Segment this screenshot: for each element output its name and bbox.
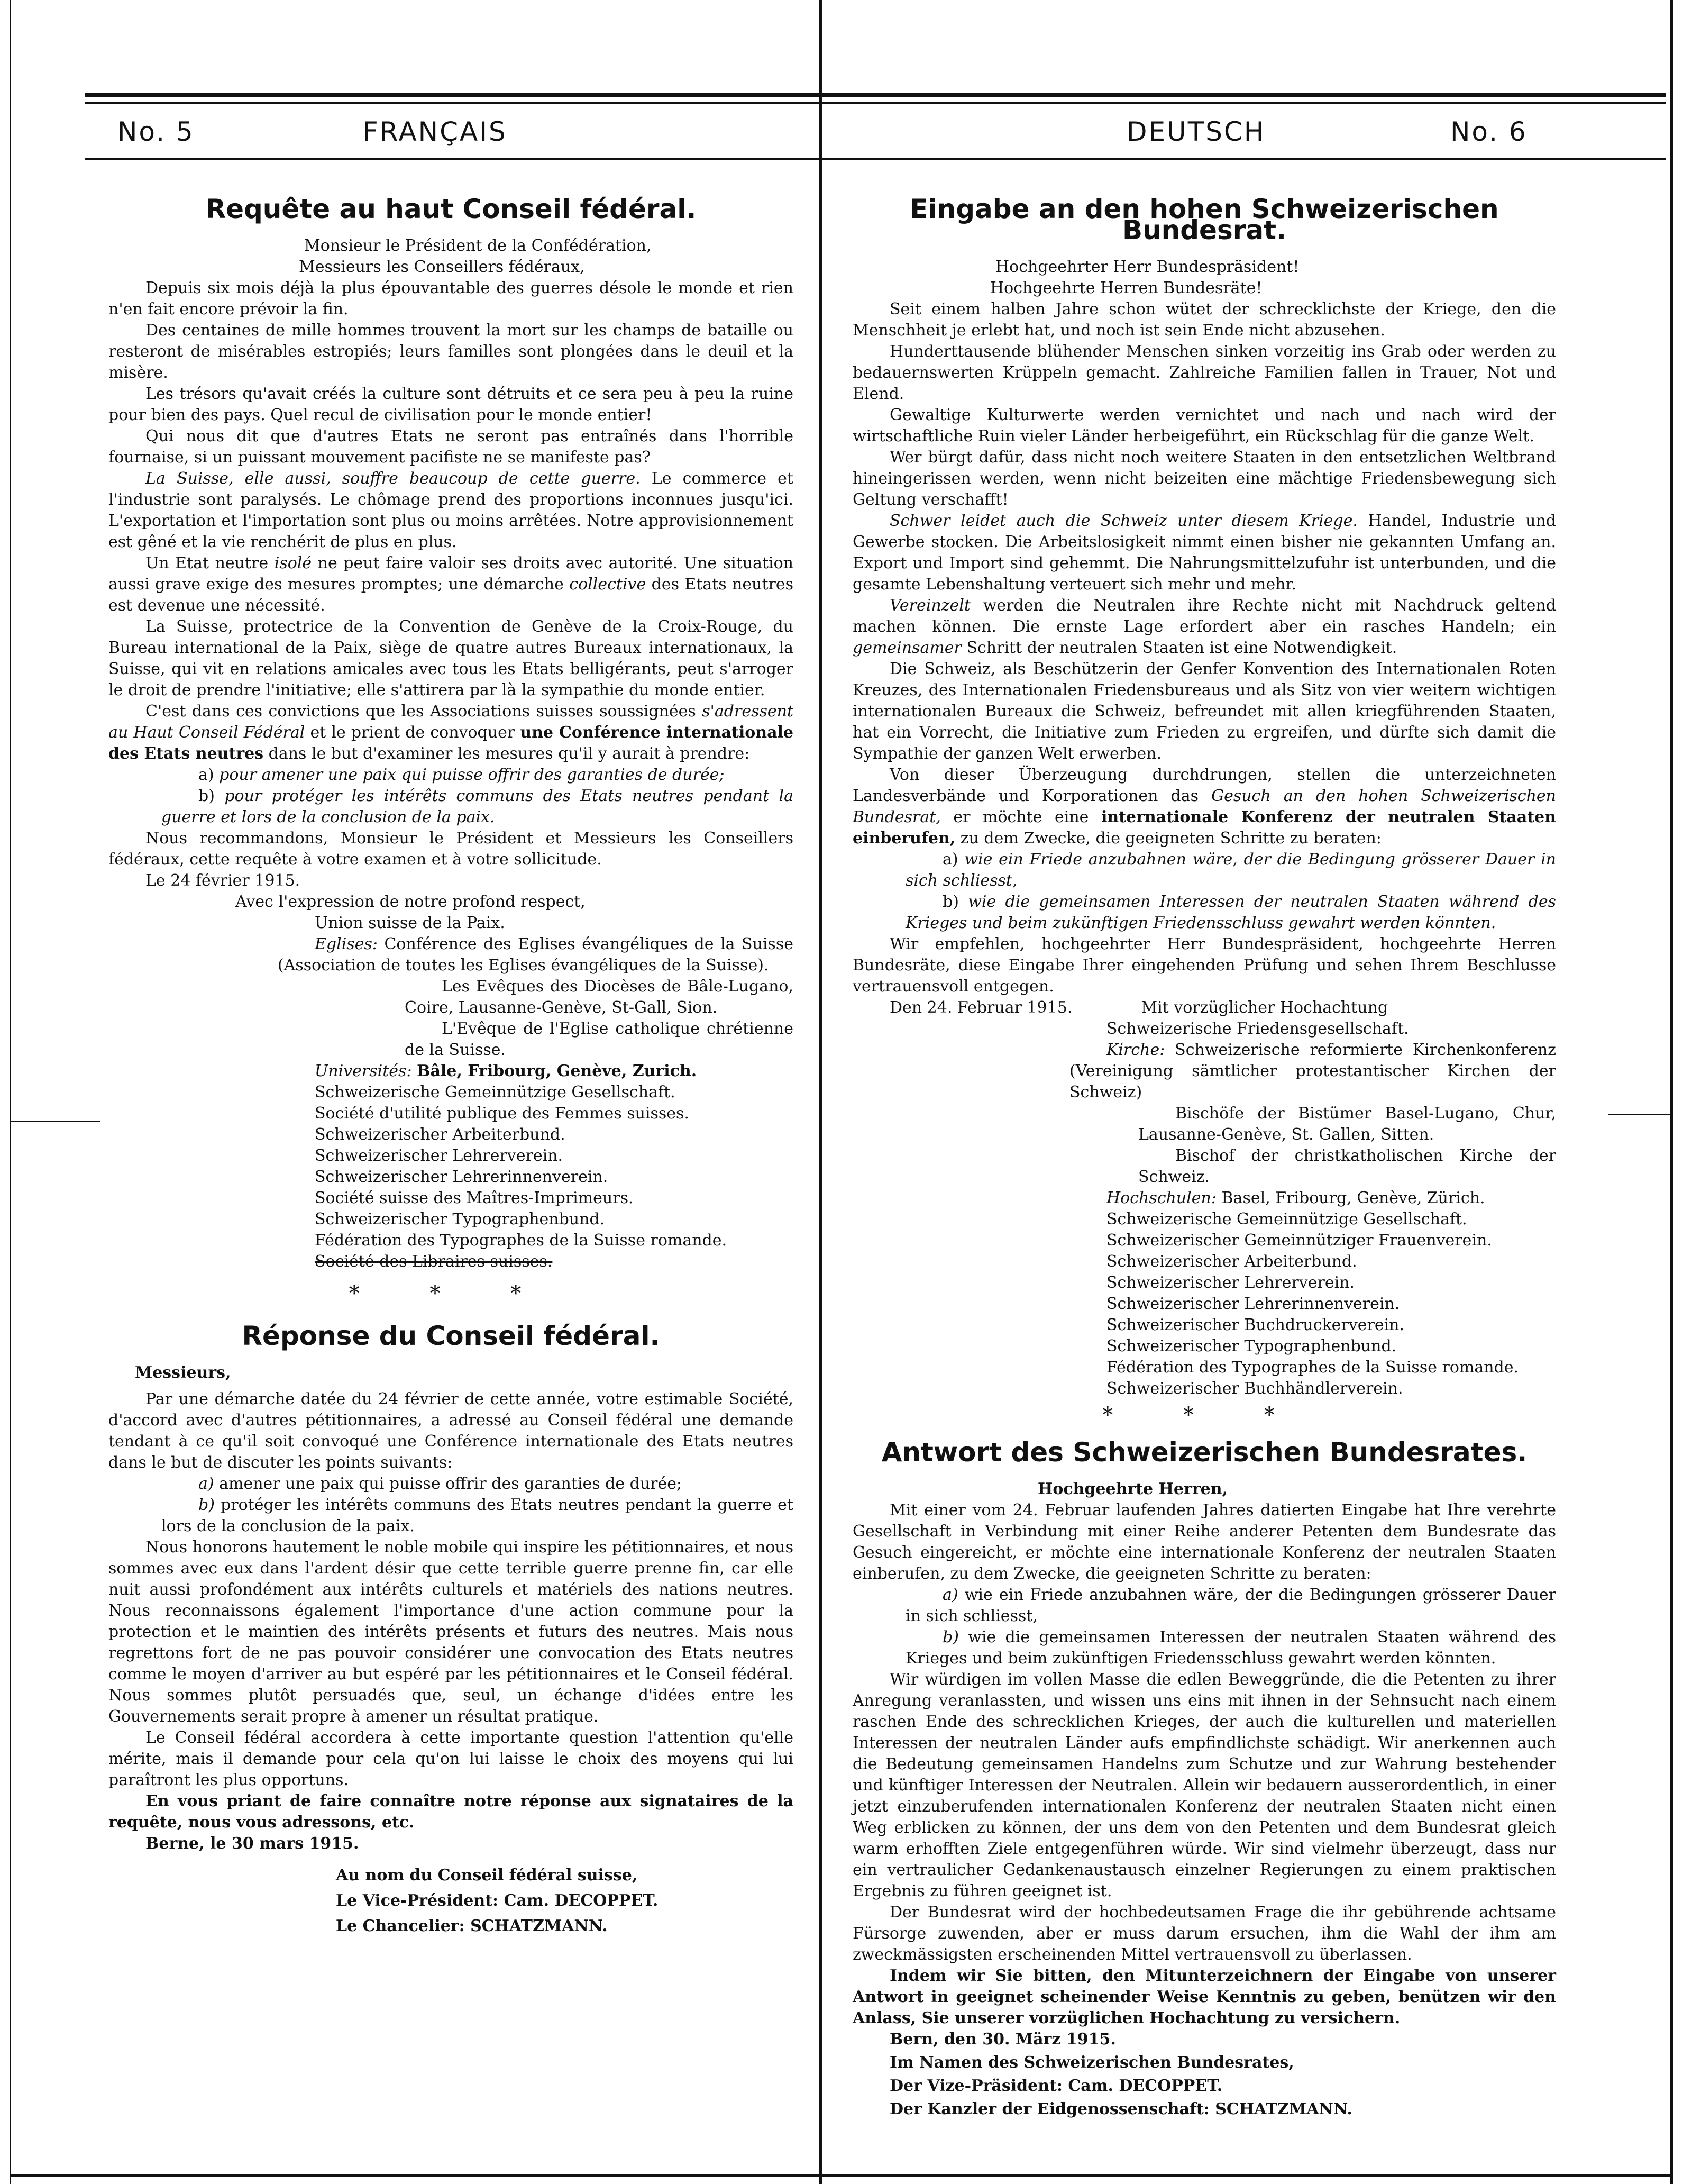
- german-reply-title: Antwort des Schweizerischen Bundesrates.: [881, 1437, 1528, 1468]
- list-label: b): [198, 1496, 215, 1514]
- german-text: Handel, Industrie und Gewerbe stocken. Die Arbeitslosigkeit nimmt einen bisher nie gekannten Umfang an. Export und Import sind gehemmt. Die Nahrungsmittelzufuhr ist unterbunden, und die gesamte Lebenshaltung verteuert sich mehr und mehr.: [853, 512, 1556, 594]
- center-divider: [819, 0, 822, 2184]
- right-issue-number: No. 6: [1450, 116, 1528, 147]
- german-signature-chancellor: Der Kanzler der Eidgenossenschaft: SCHATZMANN.: [890, 2100, 1352, 2118]
- german-signature-vice-president: Der Vize-Präsident: Cam. DECOPPET.: [890, 2077, 1223, 2095]
- german-org: Schweizerische reformierte Kirchenkonferenz (Vereinigung sämtlicher protestantischer Kirchen der Schweiz): [1069, 1041, 1556, 1102]
- german-paragraph: Seit einem halben Jahre schon wütet der schrecklichste der Kriege, den die Menschheit je erlebt hat, und noch ist sein Ende nicht abzusehen.: [853, 300, 1556, 340]
- german-org-group: [853, 1040, 1556, 1103]
- french-text: C'est dans ces convictions que les Associations suisses soussignées: [145, 702, 702, 721]
- german-reply-item-a: [853, 1585, 1556, 1627]
- french-paragraph: [108, 468, 793, 553]
- list-label: b): [943, 1628, 959, 1646]
- french-org: Fédération des Typographes de la Suisse romande.: [315, 1231, 727, 1250]
- french-org: Société suisse des Maîtres-Imprimeurs.: [315, 1189, 634, 1207]
- list-text: wie die gemeinsamen Interessen der neutralen Staaten während des Krieges und beim zukünftigen Friedensschluss gewahrt werden könnten.: [906, 893, 1556, 932]
- french-reply-date: Berne, le 30 mars 1915.: [145, 1834, 359, 1853]
- german-reply-salutation: Hochgeehrte Herren,: [1038, 1480, 1228, 1498]
- german-org: Schweizerische Gemeinnützige Gesellschaft.: [1106, 1210, 1467, 1229]
- german-text: Schritt der neutralen Staaten ist eine Notwendigkeit.: [961, 639, 1397, 657]
- list-label: a): [198, 1475, 214, 1493]
- list-text: protéger les intérêts communs des Etats neutres pendant la guerre et lors de la conclusion de la paix.: [161, 1496, 793, 1535]
- right-margin-rule: [1670, 0, 1673, 2184]
- french-column: [108, 194, 794, 1937]
- list-text: pour protéger les intérêts communs des Etats neutres pendant la guerre et lors de la conclusion de la paix.: [161, 787, 793, 826]
- german-salutation-1: Hochgeehrter Herr Bundespräsident!: [995, 258, 1300, 276]
- french-date: Le 24 février 1915.: [145, 871, 300, 890]
- french-reply-paragraph: Nous honorons hautement le noble mobile qui inspire les pétitionnaires, et nous sommes avec eux dans l'ardent désir que cette terrible guerre prenne fin, car elle nuit aussi profondément aux intérêts culturels et matériels des nations neutres. Nous reconnaissons également l'importance d'une action commune pour la protection et le maintien des intérêts présents et futurs des neutres. Mais nous regrettons fort de ne pas pouvoir considérer une convocation des Etats neutres comme le moyen d'arriver au but espéré par les pétitionnaires et le Conseil fédéral. Nous sommes plutôt persuadés que, seul, un échange d'idées entre les Gouvernements serait propre à amener un résultat pratique.: [108, 1538, 793, 1726]
- german-org: Schweizerischer Lehrerinnenverein.: [1106, 1295, 1400, 1313]
- french-org: Conférence des Eglises évangéliques de la Suisse (Association de toutes les Eglises évangéliques de la Suisse).: [278, 935, 793, 975]
- french-org: Schweizerische Gemeinnützige Gesellschaft.: [315, 1083, 675, 1102]
- french-emphasis: collective: [569, 575, 646, 594]
- german-reply-paragraph: Mit einer vom 24. Februar laufenden Jahres datierten Eingabe hat Ihre verehrte Gesellschaft in Verbindung mit einer Reihe anderer Petenten dem Bundesrate das Gesuch eingereicht, er möchte eine internationale Konferenz der neutralen Staaten einberufen, zu dem Zwecke, die geeigneten Schritte zu beraten:: [853, 1501, 1556, 1583]
- german-emphasis: Schwer leidet auch die Schweiz unter diesem Kriege.: [890, 512, 1358, 530]
- section-separator-stars: * * *: [1102, 1403, 1306, 1427]
- french-org: L'Evêque de l'Eglise catholique chrétienne de la Suisse.: [405, 1020, 793, 1059]
- french-reply-paragraph: Le Conseil fédéral accordera à cette importante question l'attention qu'elle mérite, mais il demande pour cela qu'on lui laisse le choix des moyens qui lui paraîtront les plus opportuns.: [108, 1728, 793, 1789]
- french-text: ne peut faire valoir ses droits avec autorité. Une situation aussi grave exige des mesures promptes; une démarche: [108, 554, 794, 594]
- list-label: b): [943, 893, 959, 911]
- french-org: Union suisse de la Paix.: [315, 914, 505, 932]
- list-text: amener une paix qui puisse offrir des garanties de durée;: [219, 1475, 682, 1493]
- french-salutation-1: Monsieur le Président de la Confédération,: [304, 236, 652, 255]
- list-label: a): [198, 766, 214, 784]
- french-paragraph: La Suisse, protectrice de la Convention de Genève de la Croix-Rouge, du Bureau international de la Paix, siège de quatre autres Bureaux internationaux, la Suisse, qui vit en relations amicales avec tous les Etats belligérants, peut s'arroger le droit de prendre l'initiative; elle s'attirera par là la sympathie du monde entier.: [108, 617, 793, 699]
- left-language-label: FRANÇAIS: [363, 116, 507, 147]
- french-signature-line: Au nom du Conseil fédéral suisse,: [336, 1866, 638, 1885]
- left-margin-rule: [10, 0, 11, 2184]
- french-salutation-2: Messieurs les Conseillers fédéraux,: [299, 258, 585, 276]
- french-paragraph: [108, 553, 793, 616]
- fold-mark-right: [1608, 1114, 1671, 1115]
- top-double-rule-1: [85, 93, 1666, 97]
- french-signature-vice-president: Le Vice-Président: Cam. DECOPPET.: [336, 1891, 659, 1910]
- french-emphasis: s'adressent au Haut Conseil Fédéral: [108, 702, 793, 742]
- german-reply-date: Bern, den 30. März 1915.: [890, 2030, 1116, 2049]
- german-org: Schweizerischer Buchhändlerverein.: [1106, 1379, 1403, 1398]
- german-org: Basel, Fribourg, Genève, Zürich.: [1221, 1189, 1485, 1207]
- german-text: zu dem Zwecke, die geeigneten Schritte zu beraten:: [955, 829, 1382, 848]
- german-org: Fédération des Typographes de la Suisse romande.: [1106, 1358, 1519, 1377]
- french-emphasis: La Suisse, elle aussi, souffre beaucoup de cette guerre.: [145, 469, 641, 488]
- french-petition-title: Requête au haut Conseil fédéral.: [205, 194, 697, 224]
- french-paragraph: Nous recommandons, Monsieur le Président et Messieurs les Conseillers fédéraux, cette requête à votre examen et à votre sollicitude.: [108, 829, 793, 869]
- german-closing: Mit vorzüglicher Hochachtung: [1141, 998, 1388, 1017]
- french-strong: une Conférence internationale des Etats neutres: [108, 723, 793, 763]
- german-org: Schweizerische Friedensgesellschaft.: [1106, 1020, 1409, 1038]
- list-text: wie die gemeinsamen Interessen der neutralen Staaten während des Krieges und beim zukünftigen Friedensschluss gewahrt werden könnten.: [906, 1628, 1556, 1668]
- top-double-rule-2: [85, 102, 1666, 104]
- french-text: des Etats neutres est devenue une nécessité.: [108, 575, 793, 615]
- list-label: a): [943, 1586, 958, 1604]
- french-reply-paragraph: Par une démarche datée du 24 février de cette année, votre estimable Société, d'accord avec d'autres pétitionnaires, a adressé au Conseil fédéral une demande tendant à ce qu'il soit convoqué une Conférence internationale des Etats neutres dans le but de discuter les points suivants:: [108, 1390, 793, 1472]
- german-list-item-a: [853, 849, 1556, 891]
- french-org: Schweizerischer Typographenbund.: [315, 1210, 605, 1229]
- french-paragraph: Depuis six mois déjà la plus épouvantable des guerres désole le monde et rien n'en fait encore prévoir la fin.: [108, 279, 793, 319]
- right-language-label: DEUTSCH: [1127, 116, 1266, 147]
- french-emphasis: isolé: [274, 554, 312, 572]
- bottom-rule: [10, 2174, 1673, 2177]
- french-org-group: [108, 934, 793, 976]
- french-signature-chancellor: Le Chancelier: SCHATZMANN.: [336, 1917, 608, 1935]
- list-text: pour amener une paix qui puisse offrir des garanties de durée;: [219, 766, 725, 784]
- list-label: b): [198, 787, 215, 805]
- german-org: Schweizerischer Arbeiterbund.: [1106, 1252, 1357, 1271]
- french-reply-title: Réponse du Conseil fédéral.: [242, 1321, 660, 1351]
- french-org: Schweizerischer Lehrerinnenverein.: [315, 1168, 608, 1186]
- french-paragraph: Les trésors qu'avait créés la culture sont détruits et ce sera peu à peu la ruine pour bien des pays. Quel recul de civilisation pour le monde entier!: [108, 385, 793, 424]
- french-paragraph: Des centaines de mille hommes trouvent la mort sur les champs de bataille ou resteront de misérables estropiés; leurs familles sont plongées dans le deuil et la misère.: [108, 321, 793, 382]
- french-org: Schweizerischer Lehrerverein.: [315, 1146, 563, 1165]
- french-paragraph: [108, 701, 793, 765]
- section-separator-stars: * * *: [349, 1281, 553, 1306]
- french-group-label: Universités:: [315, 1062, 412, 1080]
- french-list-item-b: [108, 786, 793, 828]
- french-group-label: Eglises:: [315, 935, 378, 953]
- german-salutation-2: Hochgeehrte Herren Bundesräte!: [990, 279, 1263, 297]
- fold-mark-left: [11, 1121, 100, 1122]
- german-paragraph: [853, 595, 1556, 659]
- french-org: Bâle, Fribourg, Genève, Zurich.: [417, 1062, 697, 1080]
- list-text: wie ein Friede anzubahnen wäre, der die Bedingung grösserer Dauer in sich schliesst,: [906, 850, 1556, 890]
- german-group-label: Hochschulen:: [1106, 1189, 1217, 1207]
- french-reply-paragraph: En vous priant de faire connaître notre réponse aux signataires de la requête, nous vous adressons, etc.: [108, 1792, 793, 1832]
- german-org: Bischof der christkatholischen Kirche der Schweiz.: [1138, 1146, 1556, 1186]
- german-org: Bischöfe der Bistümer Basel-Lugano, Chur, Lausanne-Genève, St. Gallen, Sitten.: [1138, 1104, 1556, 1144]
- header-bottom-rule: [85, 158, 1666, 160]
- german-column: [853, 194, 1556, 2120]
- german-text: er möchte eine: [940, 808, 1101, 826]
- list-text: wie ein Friede anzubahnen wäre, der die Bedingungen grösserer Dauer in sich schliesst,: [906, 1586, 1556, 1625]
- french-org: Schweizerischer Arbeiterbund.: [315, 1125, 565, 1144]
- german-reply-paragraph: Indem wir Sie bitten, den Mitunterzeichnern der Eingabe von unserer Antwort in geeignet scheinender Weise Kenntnis zu geben, benützen wir den Anlass, Sie unserer vorzüglichen Hochachtung zu versichern.: [853, 1967, 1556, 2027]
- german-org-group: [853, 1188, 1556, 1209]
- french-org: Les Evêques des Diocèses de Bâle-Lugano, Coire, Lausanne-Genève, St-Gall, Sion.: [405, 977, 793, 1017]
- german-org: Schweizerischer Gemeinnütziger Frauenverein.: [1106, 1231, 1492, 1250]
- german-org: Schweizerischer Lehrerverein.: [1106, 1273, 1355, 1292]
- german-emphasis: gemeinsamer: [853, 639, 962, 657]
- german-strong: internationale Konferenz der neutralen Staaten einberufen,: [853, 808, 1556, 848]
- german-signature-line: Im Namen des Schweizerischen Bundesrates,: [890, 2053, 1294, 2072]
- german-date-and-closing: [853, 997, 1556, 1018]
- german-org: Schweizerischer Buchdruckerverein.: [1106, 1316, 1405, 1334]
- german-paragraph: [853, 511, 1556, 595]
- german-reply-item-b: [853, 1627, 1556, 1669]
- french-reply-item-b: [108, 1495, 793, 1537]
- french-text: et le prient de convoquer: [305, 723, 520, 742]
- german-paragraph: Gewaltige Kulturwerte werden vernichtet und nach und nach wird der wirtschaftliche Ruin vieler Länder herbeigeführt, ein Rückschlag für die ganze Welt.: [853, 406, 1556, 445]
- french-paragraph: Qui nous dit que d'autres Etats ne seront pas entraînés dans l'horrible fournaise, si un puissant mouvement pacifiste ne se manifeste pas?: [108, 427, 793, 467]
- german-text: Von dieser Überzeugung durchdrungen, stellen die unterzeichneten Landesverbände und Korporationen das: [853, 766, 1556, 805]
- french-org: Société des Libraires suisses.: [315, 1252, 553, 1271]
- german-group-label: Kirche:: [1106, 1041, 1165, 1059]
- german-paragraph: Wer bürgt dafür, dass nicht noch weitere Staaten in den entsetzlichen Weltbrand hineingerissen werden, wenn nicht beizeiten eine mächtige Friedensbewegung sich Geltung verschafft!: [853, 448, 1556, 509]
- german-date: Den 24. Februar 1915.: [890, 998, 1073, 1017]
- german-emphasis: Gesuch an den hohen Schweizerischen Bundesrat,: [853, 787, 1556, 826]
- german-petition-title: Eingabe an den hohen Schweizerischen Bundesrat.: [910, 194, 1499, 245]
- french-reply-salutation: Messieurs,: [135, 1363, 231, 1382]
- french-closing: Avec l'expression de notre profond respect,: [235, 893, 586, 911]
- german-reply-paragraph: Wir würdigen im vollen Masse die edlen Beweggründe, die die Petenten zu ihrer Anregung veranlassten, und wissen uns eins mit ihnen in der Sehnsucht nach einem raschen Ende des schrecklichen Krieges, der auch die kulturellen und materiellen Interessen der neutralen Länder aufs empfindlichste schädigt. Wir anerkennen auch die Bedeutung gemeinsamen Handelns zum Schutze und zur Wahrung bestehender und künftiger Interessen der Neutralen. Allein wir bedauern ausserordentlich, in einer jetzt einzuberufenden internationalen Konferenz der neutralen Staaten nicht einen Weg erblicken zu können, der uns dem von den Petenten und dem Bundesrat gleich warm erhofften Ziele entgegenführen würde. Wir sind vielmehr überzeugt, dass nur ein vertraulicher Gedankenaustausch einzelner Regierungen zu einem praktischen Ergebnis zu führen geeignet ist.: [853, 1670, 1556, 1900]
- german-emphasis: Vereinzelt: [890, 596, 971, 615]
- french-list-item-a: [108, 765, 793, 786]
- french-text: Le commerce et l'industrie sont paralysés. Le chômage prend des proportions inconnues jusqu'ici. L'exportation et l'importation sont plus ou moins arrêtées. Notre approvisionnement est gêné et la vie renchérit de plus en plus.: [108, 469, 793, 551]
- french-org: Société d'utilité publique des Femmes suisses.: [315, 1104, 689, 1123]
- french-text: dans le but d'examiner les mesures qu'il y aurait à prendre:: [263, 744, 750, 763]
- german-reply-paragraph: Der Bundesrat wird der hochbedeutsamen Frage die ihr gebührende achtsame Fürsorge zuwenden, aber er muss darum ersuchen, ihm die Wahl der ihm am zweckmässigsten erscheinenden Mittel vertrauensvoll zu überlassen.: [853, 1903, 1556, 1964]
- german-paragraph: Die Schweiz, als Beschützerin der Genfer Konvention des Internationalen Roten Kreuzes, des Internationalen Friedensbureaus und als Sitz von vier weitern wichtigen internationalen Bureaux die Schweiz, befreundet mit allen kriegführenden Staaten, hat ein Vorrecht, die Initiative zum Frieden zu ergreifen, und dürfte sich damit die Sympathie der ganzen Welt erwerben.: [853, 660, 1556, 763]
- left-issue-number: No. 5: [117, 116, 195, 147]
- list-label: a): [943, 850, 958, 869]
- german-org: Schweizerischer Typographenbund.: [1106, 1337, 1397, 1355]
- german-text: werden die Neutralen ihre Rechte nicht mit Nachdruck geltend machen können. Die ernste Lage erfordert aber ein rasches Handeln; ein: [853, 596, 1556, 636]
- french-text: Un Etat neutre: [145, 554, 275, 572]
- german-list-item-b: [853, 891, 1556, 934]
- german-paragraph: Hunderttausende blühender Menschen sinken vorzeitig ins Grab oder werden zu bedauernswerten Krüppeln gemacht. Zahlreiche Familien fallen in Trauer, Not und Elend.: [853, 342, 1556, 403]
- french-reply-item-a: [108, 1473, 793, 1495]
- french-org-group: [108, 1061, 793, 1082]
- german-paragraph: [853, 765, 1556, 849]
- german-paragraph: Wir empfehlen, hochgeehrter Herr Bundespräsident, hochgeehrte Herren Bundesräte, diese Eingabe Ihrer eingehenden Prüfung und sehen Ihrem Beschlusse vertrauensvoll entgegen.: [853, 935, 1556, 996]
